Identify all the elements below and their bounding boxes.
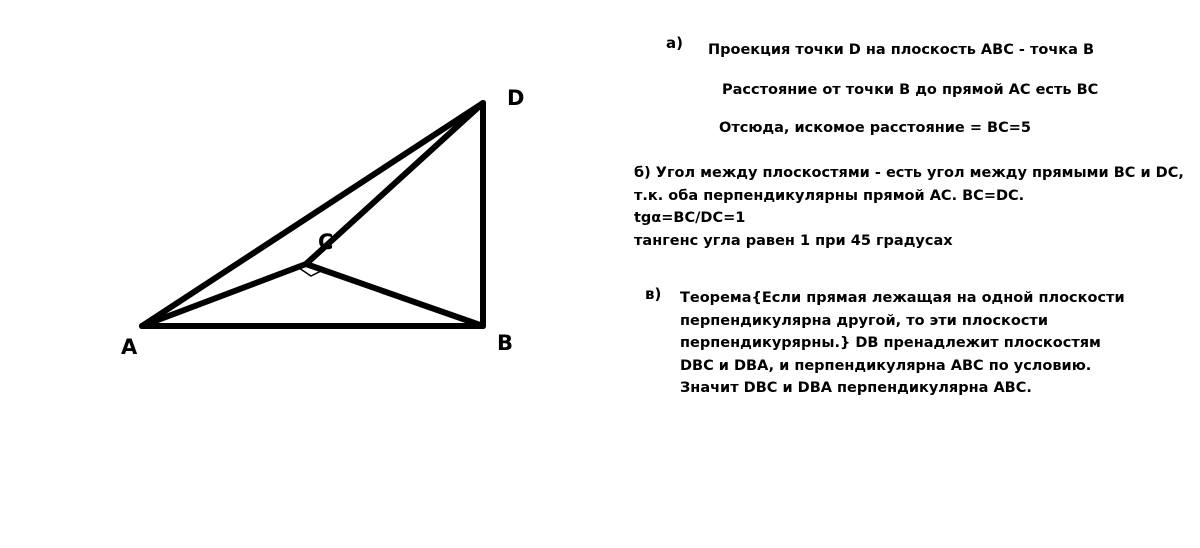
point-label-a: A <box>121 335 138 359</box>
part-c-line-3: перпендикурярны.} DB пренадлежит плоскостям <box>680 335 1101 351</box>
part-a-marker: а) <box>666 34 683 52</box>
point-label-b: B <box>497 331 514 355</box>
point-label-c: C <box>318 230 334 254</box>
part-a-line-3: Отсюда, искомое расстояние = ВС=5 <box>719 120 1031 136</box>
part-c-marker: в) <box>645 285 662 303</box>
edge-ad <box>142 103 483 326</box>
part-a-line-2: Расстояние от точки В до прямой АС есть ВС <box>722 82 1099 98</box>
part-b-line-4: тангенс угла равен 1 при 45 градусах <box>634 232 953 249</box>
edge-cb <box>306 264 483 326</box>
part-c-line-5: Значит DBC и DBA перпендикулярна АВС. <box>680 380 1032 396</box>
part-c-line-4: DBC и DBA, и перпендикулярна АВС по условию. <box>680 357 1092 374</box>
part-b-line-3: tgα=BC/DC=1 <box>634 210 746 226</box>
part-b-text <box>634 162 1184 252</box>
part-b-line-1: б) Угол между плоскостями - есть угол между прямыми ВС и DC, <box>634 165 1184 181</box>
part-c-line-1: Теорема{Если прямая лежащая на одной плоскости <box>680 290 1125 306</box>
part-c-text <box>680 287 1125 400</box>
part-b-line-2: т.к. оба перпендикулярны прямой АС. ВС=DC. <box>634 187 1025 204</box>
part-c-line-2: перпендикулярна другой, то эти плоскости <box>680 312 1049 329</box>
part-a-line-1: Проекция точки D на плоскость АВС - точка В <box>708 42 1095 58</box>
point-label-d: D <box>507 86 525 110</box>
